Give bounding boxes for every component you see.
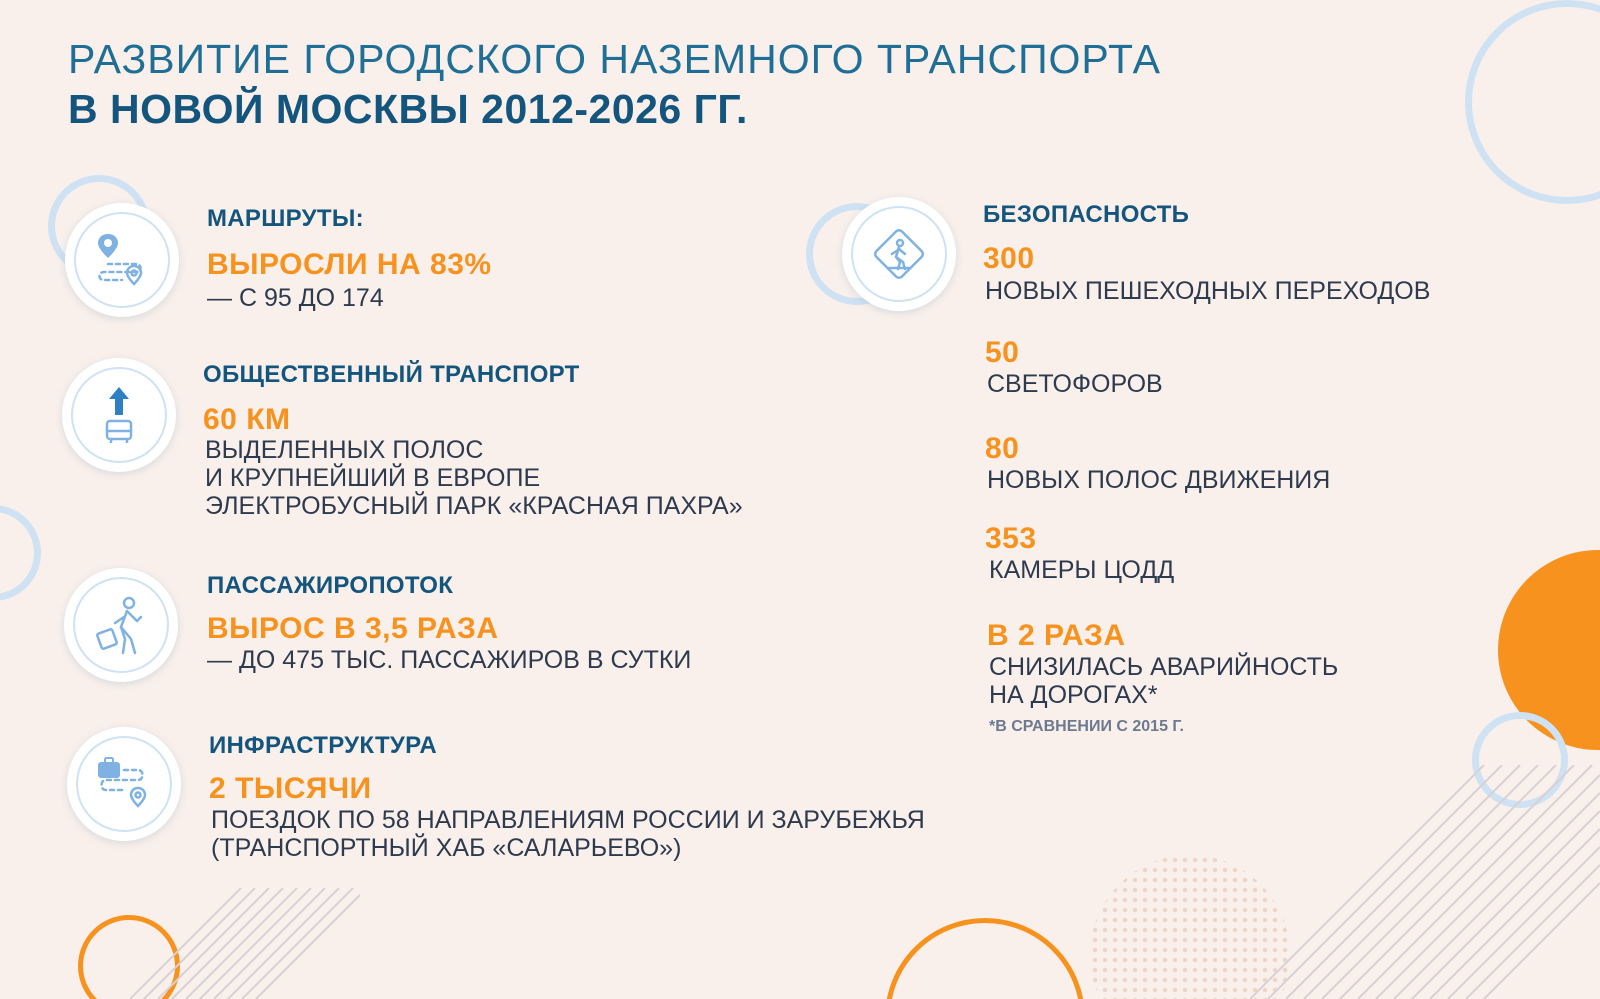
safety-stat-text-4: КАМЕРЫ ЦОДД [989,556,1175,584]
page-title-line-1: РАЗВИТИЕ ГОРОДСКОГО НАЗЕМНОГО ТРАНСПОРТА [68,36,1161,82]
safety-footnote: *В СРАВНЕНИИ С 2015 Г. [989,718,1184,735]
pedestrian-crossing-sign-icon [869,224,929,284]
safety-stat-value-5: В 2 РАЗА [987,619,1126,652]
safety-stat-text-3: НОВЫХ ПОЛОС ДВИЖЕНИЯ [987,466,1331,494]
public-transport-heading: ОБЩЕСТВЕННЫЙ ТРАНСПОРТ [203,361,580,388]
public-transport-value: 60 КМ [203,403,291,436]
safety-stat-text-1: НОВЫХ ПЕШЕХОДНЫХ ПЕРЕХОДОВ [985,277,1431,305]
public-transport-icon-badge [62,358,176,472]
routes-icon-badge [65,203,179,317]
suitcase-route-icon [94,754,154,814]
public-transport-detail-3: ЭЛЕКТРОБУСНЫЙ ПАРК «КРАСНАЯ ПАХРА» [205,492,743,520]
routes-detail: — С 95 ДО 174 [207,284,384,312]
safety-stat-value-4: 353 [985,522,1037,555]
deco-ring-top-right [1465,0,1600,204]
deco-hatch-bottom-left [130,888,360,999]
safety-stat-text-2: СВЕТОФОРОВ [987,370,1163,398]
safety-stat-value-3: 80 [985,432,1020,465]
deco-orange-ring-bottom-mid [885,918,1085,999]
passengers-value: ВЫРОС В 3,5 РАЗА [207,612,499,645]
deco-ring-left-mid [0,505,41,601]
safety-stat-value-1: 300 [983,242,1035,275]
infrastructure-detail-2: (ТРАНСПОРТНЫЙ ХАБ «САЛАРЬЕВО») [211,834,682,862]
traveler-icon [91,595,151,655]
deco-hatch-bottom-right [1250,765,1600,999]
routes-value: ВЫРОСЛИ НА 83% [207,248,492,281]
infrastructure-detail-1: ПОЕЗДОК ПО 58 НАПРАВЛЕНИЯМ РОССИИ И ЗАРУБЕЖЬЯ [211,806,925,834]
routes-heading: МАРШРУТЫ: [207,205,364,232]
public-transport-detail-1: ВЫДЕЛЕННЫХ ПОЛОС [205,436,484,464]
passengers-heading: ПАССАЖИРОПОТОК [207,572,454,599]
page-title-line-2: В НОВОЙ МОСКВЫ 2012-2026 ГГ. [68,86,748,132]
safety-stat-value-2: 50 [985,336,1020,369]
safety-icon-badge [842,197,956,311]
safety-heading: БЕЗОПАСНОСТЬ [983,201,1190,228]
safety-stat-text-5b: НА ДОРОГАХ* [989,681,1158,709]
public-transport-detail-2: И КРУПНЕЙШИЙ В ЕВРОПЕ [205,464,541,492]
safety-stat-text-5a: СНИЗИЛАСЬ АВАРИЙНОСТЬ [989,653,1339,681]
route-pin-icon [92,230,152,290]
passengers-icon-badge [64,568,178,682]
passengers-detail: — ДО 475 ТЫС. ПАССАЖИРОВ В СУТКИ [207,646,692,674]
bus-lane-icon [89,385,149,445]
infrastructure-heading: ИНФРАСТРУКТУРА [209,732,437,759]
infrastructure-icon-badge [67,727,181,841]
infrastructure-value: 2 ТЫСЯЧИ [209,772,372,805]
